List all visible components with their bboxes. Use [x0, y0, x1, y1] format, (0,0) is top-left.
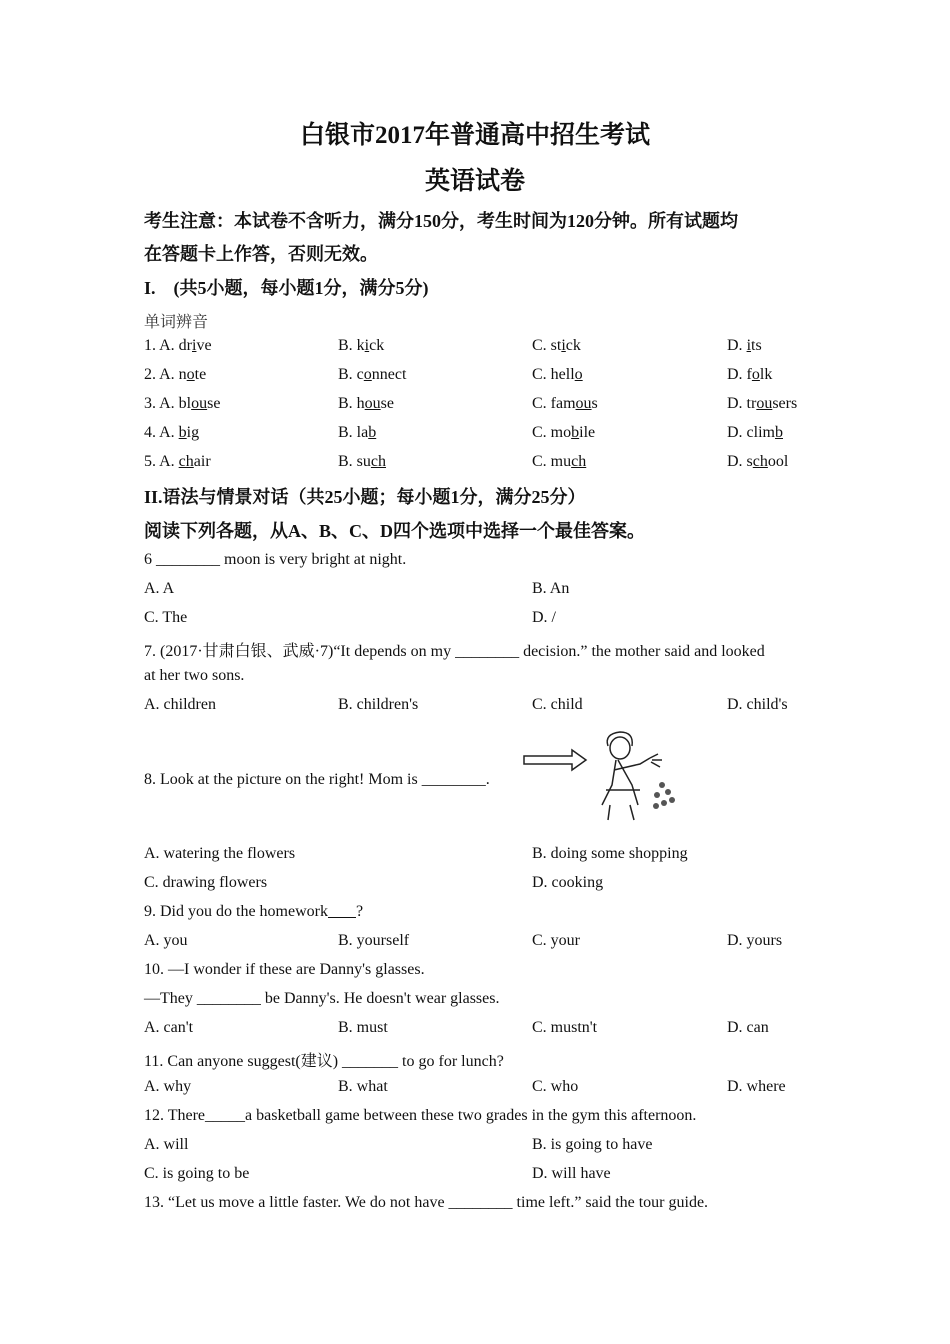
q7-option-b: B. children's	[338, 696, 419, 713]
option-text-end: se	[380, 395, 394, 412]
option-text-end: ts	[751, 337, 762, 354]
q9-stem-end: ?	[355, 903, 364, 920]
q10-stem-line-2: —They ________ be Danny's. He doesn't wear glasses.	[144, 990, 500, 1007]
option-text-end: air	[193, 453, 211, 470]
phonics-q5-option-a	[144, 453, 211, 471]
q11-option-d: D. where	[727, 1078, 786, 1095]
underlined-letters: ou	[364, 395, 381, 412]
option-text: C. mu	[532, 453, 572, 470]
q9-stem-text: 9. Did you do the homework	[144, 903, 328, 920]
underlined-letters: i	[746, 337, 752, 354]
underlined-letters: ch	[370, 453, 387, 470]
underlined-letters: i	[364, 337, 370, 354]
phonics-q4-option-b	[338, 424, 376, 442]
section1-heading: I. (共5小题，每小题1分，满分5分)	[144, 278, 429, 298]
option-text-end: ool	[767, 453, 789, 470]
q9-option-b: B. yourself	[338, 932, 410, 949]
q6-option-a: A. A	[144, 580, 175, 597]
option-text-end: ve	[196, 337, 212, 354]
option-text: D.	[727, 337, 747, 354]
q11-option-c: C. who	[532, 1078, 579, 1095]
option-text: 1. A. dr	[144, 337, 192, 354]
underlined-letters: o	[574, 366, 583, 383]
underlined-letters: ch	[752, 453, 768, 470]
option-text-end: s	[591, 395, 598, 412]
section1-subheading: 单词辨音	[144, 314, 209, 331]
option-text: 2. A. n	[144, 366, 187, 383]
notice-line-1: 考生注意：本试卷不含听力，满分150分，考生时间为120分钟。所有试题均	[144, 211, 738, 231]
q7-stem-line-1: 7. (2017·甘肃白银、武威·7)“It depends on my ________ decision.” the mother said and looked	[144, 643, 765, 660]
option-text: B. la	[338, 424, 369, 441]
phonics-q5-option-c	[532, 453, 586, 471]
q7-stem-line-2: at her two sons.	[144, 667, 245, 684]
option-text: 4. A.	[144, 424, 179, 441]
phonics-q5-option-b	[338, 453, 386, 471]
exam-subtitle: 英语试卷	[424, 168, 525, 195]
q7-option-c: C. child	[532, 696, 583, 713]
section2-heading: II.语法与情景对话（共25小题；每小题1分，满分25分）	[144, 487, 586, 507]
q9-option-d: D. yours	[727, 932, 783, 949]
option-text-end: lk	[759, 366, 773, 383]
option-text: D. f	[727, 366, 752, 383]
phonics-q2-option-b	[338, 366, 406, 384]
underlined-letters: b	[775, 424, 783, 441]
underlined-letters: i	[192, 337, 197, 354]
q12-option-c: C. is going to be	[144, 1165, 250, 1182]
phonics-q3-option-a	[144, 395, 220, 413]
underlined-letters: ou	[191, 395, 208, 412]
q6-option-c: C. The	[144, 609, 188, 626]
option-text: B. su	[338, 453, 371, 470]
arrow-icon	[524, 750, 586, 770]
phonics-q4-option-c	[532, 424, 595, 442]
option-text-end: te	[194, 366, 207, 383]
underlined-letters: i	[561, 337, 566, 354]
q9-option-c: C. your	[532, 932, 580, 949]
q11-option-a: A. why	[144, 1078, 192, 1095]
underlined-letters: ou	[575, 395, 592, 412]
phonics-q4-option-d	[727, 424, 783, 442]
option-text-end: ck	[565, 337, 581, 354]
phonics-q1-option-d	[727, 337, 762, 355]
underlined-letters: o	[363, 366, 372, 383]
q12-option-a: A. will	[144, 1136, 189, 1153]
underlined-letters: ou	[756, 395, 773, 412]
q8-stem: 8. Look at the picture on the right! Mom is ________.	[144, 771, 490, 788]
option-text: 3. A. bl	[144, 395, 192, 412]
q11-option-b: B. what	[338, 1078, 388, 1095]
phonics-q3-option-c	[532, 395, 598, 413]
q9-option-a: A. you	[144, 932, 188, 949]
option-text-end: nnect	[371, 366, 407, 383]
option-text-end: se	[207, 395, 221, 412]
q10-option-c: C. mustn't	[532, 1019, 598, 1036]
option-text: D. s	[727, 453, 753, 470]
phonics-q5-option-d	[727, 453, 788, 471]
q8-option-a: A. watering the flowers	[144, 845, 296, 862]
q7-option-a: A. children	[144, 696, 216, 713]
notice-line-2: 在答题卡上作答，否则无效。	[144, 244, 378, 264]
q6-stem: 6 ________ moon is very bright at night.	[144, 551, 407, 568]
option-text: B. k	[338, 337, 365, 354]
q10-option-a: A. can't	[144, 1019, 194, 1036]
phonics-q1-option-b	[338, 337, 384, 355]
option-text-end: sers	[772, 395, 798, 412]
phonics-q2-option-c	[532, 366, 583, 384]
option-text: C. st	[532, 337, 562, 354]
q6-option-b: B. An	[532, 580, 570, 597]
underlined-letters: ch	[178, 453, 194, 470]
option-text: D. tr	[727, 395, 757, 412]
underlined-letters: b	[571, 424, 580, 441]
option-text-end: ile	[579, 424, 596, 441]
option-text: D. clim	[727, 424, 775, 441]
q6-option-d: D. /	[532, 609, 556, 626]
phonics-q4-option-a	[144, 424, 199, 442]
q12-stem: 12. There_____a basketball game between these two grades in the gym this afternoon.	[144, 1107, 697, 1124]
underlined-letters: o	[186, 366, 195, 383]
option-text: B. c	[338, 366, 364, 383]
phonics-q3-option-b	[338, 395, 394, 413]
phonics-q1-option-a	[144, 337, 212, 355]
q8-option-b: B. doing some shopping	[532, 845, 688, 862]
q7-option-d: D. child's	[727, 696, 788, 713]
q12-option-d: D. will have	[532, 1165, 611, 1182]
q12-option-b: B. is going to have	[532, 1136, 653, 1153]
q11-stem: 11. Can anyone suggest(建议) _______ to go for lunch?	[144, 1053, 504, 1070]
option-text-end: ck	[369, 337, 385, 354]
phonics-q2-option-a	[144, 366, 206, 384]
q10-option-b: B. must	[338, 1019, 388, 1036]
q9-stem	[144, 903, 363, 921]
phonics-q3-option-d	[727, 395, 797, 413]
option-text: C. fam	[532, 395, 576, 412]
option-text: C. hell	[532, 366, 575, 383]
underlined-letters: o	[751, 366, 760, 383]
option-text-end: ig	[186, 424, 200, 441]
q8-option-d: D. cooking	[532, 874, 604, 891]
q13-stem: 13. “Let us move a little faster. We do not have ________ time left.” said the tour guide.	[144, 1194, 709, 1211]
section2-instruction: 阅读下列各题，从A、B、C、D四个选项中选择一个最佳答案。	[144, 521, 646, 541]
exam-title: 白银市2017年普通高中招生考试	[299, 122, 650, 149]
underlined-letters: b	[368, 424, 377, 441]
q10-stem-line-1: 10. —I wonder if these are Danny's glasses.	[144, 961, 425, 978]
q8-option-c: C. drawing flowers	[144, 874, 268, 891]
underlined-letters: b	[178, 424, 187, 441]
option-text: C. mo	[532, 424, 572, 441]
phonics-q2-option-d	[727, 366, 772, 384]
underlined-letters: ch	[571, 453, 587, 470]
mom-watering-flowers-illustration	[522, 730, 687, 830]
phonics-q1-option-c	[532, 337, 581, 355]
q10-option-d: D. can	[727, 1019, 769, 1036]
option-text: 5. A.	[144, 453, 179, 470]
option-text: B. h	[338, 395, 365, 412]
q9-blank	[328, 903, 356, 920]
